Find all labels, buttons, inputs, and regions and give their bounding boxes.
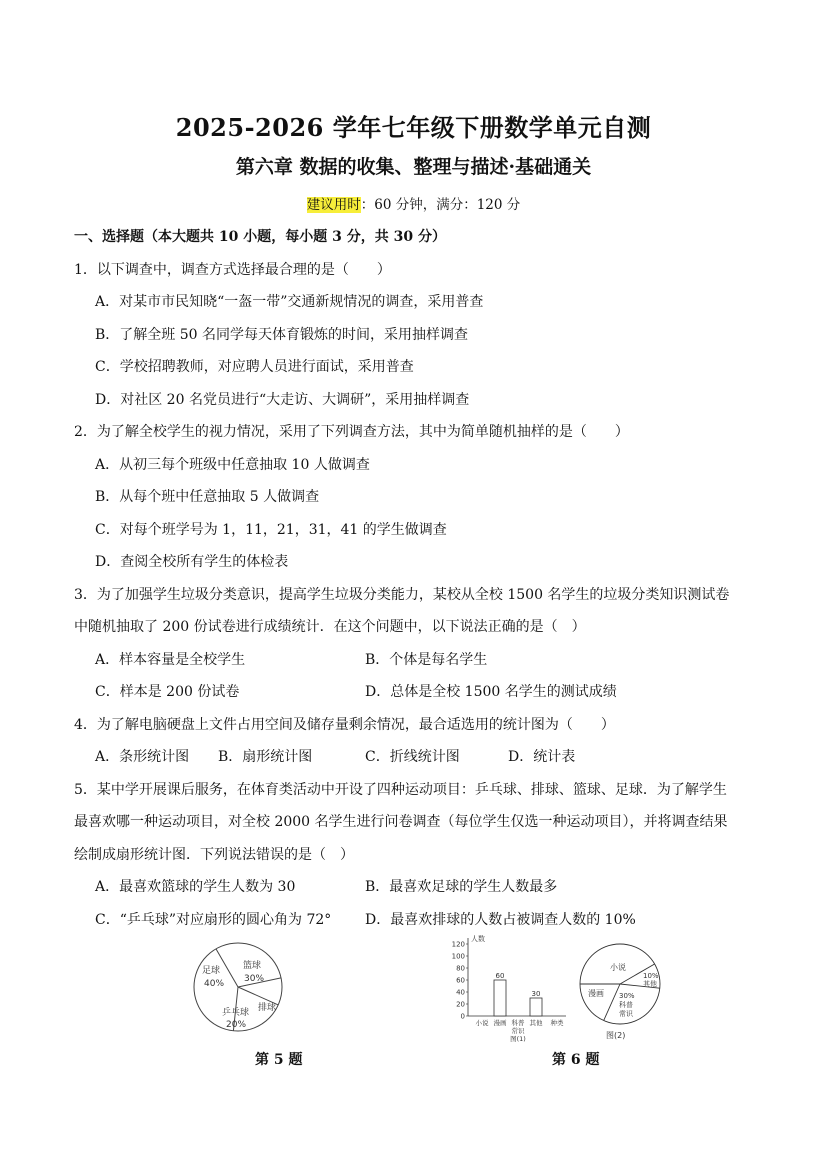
q3-option-c: C．样本是 200 份试卷	[95, 684, 240, 700]
bar-y-title: 人数	[471, 935, 485, 943]
pie-pct-zuqiu: 40%	[204, 979, 225, 989]
pie-pct-ppq: 20%	[226, 1020, 247, 1030]
pie-label-lanqiu: 篮球	[243, 961, 262, 971]
bar-x-label-qita: 其他	[529, 1019, 543, 1027]
q4-option-a: A．条形统计图	[95, 749, 190, 765]
q2-option-a: A．从初三每个班级中任意抽取 10 人做调查	[95, 457, 370, 473]
pie2-pct-kepu: 30%	[619, 992, 635, 1000]
q5-option-d: D．最喜欢排球的人数占被调查人数的 10%	[365, 912, 636, 928]
bar-y-tick-label: 100	[451, 952, 465, 961]
q5-stem-line2: 最喜欢哪一种运动项目，对全校 2000 名学生进行问卷调查（每位学生仅选一种运动项目），并将调查结果	[74, 814, 728, 830]
bar-y-tick-label: 0	[460, 1012, 465, 1021]
pie2-label-xiaoshuo: 小说	[610, 963, 626, 972]
bar-mark	[530, 998, 542, 1016]
figure5-caption: 第 5 题	[255, 1052, 303, 1068]
bar-x-label-xiaoshuo: 小说	[475, 1019, 489, 1027]
figure5-pie-chart	[180, 938, 300, 1038]
q5-option-a: A．最喜欢篮球的学生人数为 30	[95, 879, 296, 895]
time-rest: ：60 分钟，满分：120 分	[360, 197, 521, 213]
q3-stem-line2: 中随机抽取了 200 份试卷进行成绩统计．在这个问题中，以下说法正确的是（ ）	[74, 619, 586, 635]
bar-y-tick-label: 120	[451, 940, 465, 949]
bar-y-tick-label: 40	[456, 988, 465, 997]
q4-stem: 4．为了解电脑硬盘上文件占用空间及储存量剩余情况，最合适选用的统计图为（ ）	[74, 717, 615, 733]
q5-option-b: B．最喜欢足球的学生人数最多	[365, 879, 558, 895]
q4-option-d: D．统计表	[508, 749, 576, 765]
bar-x-label-kepu-line2: 常识	[511, 1027, 525, 1035]
q1-option-c: C．学校招聘教师，对应聘人员进行面试，采用普查	[95, 359, 414, 375]
q2-option-d: D．查阅全校所有学生的体检表	[95, 554, 289, 570]
pie-label-paiqiu: 排球	[258, 1003, 277, 1013]
bar-figure-label: 图(1)	[510, 1035, 526, 1043]
q5-option-c: C．“乒乓球”对应扇形的圆心角为 72°	[95, 912, 332, 928]
pie2-label-manhua: 漫画	[588, 989, 604, 998]
time-label: 建议用时	[306, 197, 361, 213]
pie2-boundary-3	[604, 984, 620, 1021]
bar-value-label: 60	[495, 972, 505, 980]
q1-option-a: A．对某市市民知晓“一盔一带”交通新规情况的调查，采用普查	[95, 294, 484, 310]
q3-option-d: D．总体是全校 1500 名学生的测试成绩	[365, 684, 617, 700]
q4-option-c: C．折线统计图	[365, 749, 460, 765]
q4-option-b: B．扇形统计图	[218, 749, 313, 765]
bar-x-label-kepu: 科普	[511, 1019, 525, 1027]
q3-option-b: B．个体是每名学生	[365, 652, 488, 668]
pie2-label-kepu-line2: 常识	[619, 1010, 633, 1018]
bar-x-title: 种类	[550, 1019, 564, 1027]
pie-label-zuqiu: 足球	[202, 966, 221, 976]
pie-pct-lanqiu: 30%	[244, 974, 265, 984]
pie2-label-kepu: 科普	[619, 1001, 633, 1009]
section-heading: 一、选择题（本大题共 10 小题，每小题 3 分，共 30 分）	[74, 229, 446, 245]
q3-stem-line1: 3．为了加强学生垃圾分类意识，提高学生垃圾分类能力，某校从全校 1500 名学生的垃圾分类知识测试卷	[74, 587, 730, 603]
time-info	[0, 193, 827, 213]
q3-option-a: A．样本容量是全校学生	[95, 652, 246, 668]
pie2-figure-label: 图(2)	[606, 1031, 626, 1040]
page-subtitle: 第六章 数据的收集、整理与描述·基础通关	[235, 156, 592, 178]
q1-stem: 1．以下调查中，调查方式选择最合理的是（ ）	[74, 262, 391, 278]
bar-y-tick-label: 80	[456, 964, 465, 973]
q5-stem-line3: 绘制成扇形统计图．下列说法错误的是（ ）	[74, 847, 354, 863]
q1-option-b: B．了解全班 50 名同学每天体育锻炼的时间，采用抽样调查	[95, 327, 469, 343]
q1-option-d: D．对社区 20 名党员进行“大走访、大调研”，采用抽样调查	[95, 392, 470, 408]
q5-stem-line1: 5．某中学开展课后服务，在体育类活动中开设了四种运动项目：乒乓球、排球、篮球、足球．为了解学生	[74, 782, 727, 798]
pie2-label-qita: 其他	[643, 980, 657, 988]
bar-mark	[494, 980, 506, 1016]
bar-y-tick-label: 60	[456, 976, 465, 985]
figure6-bar-chart	[448, 932, 578, 1044]
q2-option-c: C．对每个班学号为 1，11，21，31，41 的学生做调查	[95, 522, 447, 538]
bar-x-label-manhua: 漫画	[493, 1019, 507, 1027]
pie-label-ppq: 乒乓球	[222, 1008, 250, 1018]
page-title: 2025-2026 学年七年级下册数学单元自测	[175, 113, 652, 142]
bar-y-tick-label: 20	[456, 1000, 465, 1009]
q2-stem: 2．为了解全校学生的视力情况，采用了下列调查方法，其中为简单随机抽样的是（ ）	[74, 424, 629, 440]
pie2-pct-qita: 10%	[643, 972, 659, 980]
q2-option-b: B．从每个班中任意抽取 5 人做调查	[95, 489, 320, 505]
bar-value-label: 30	[531, 990, 541, 998]
figure6-pie-chart	[574, 940, 674, 1042]
figure6-caption: 第 6 题	[552, 1052, 600, 1068]
